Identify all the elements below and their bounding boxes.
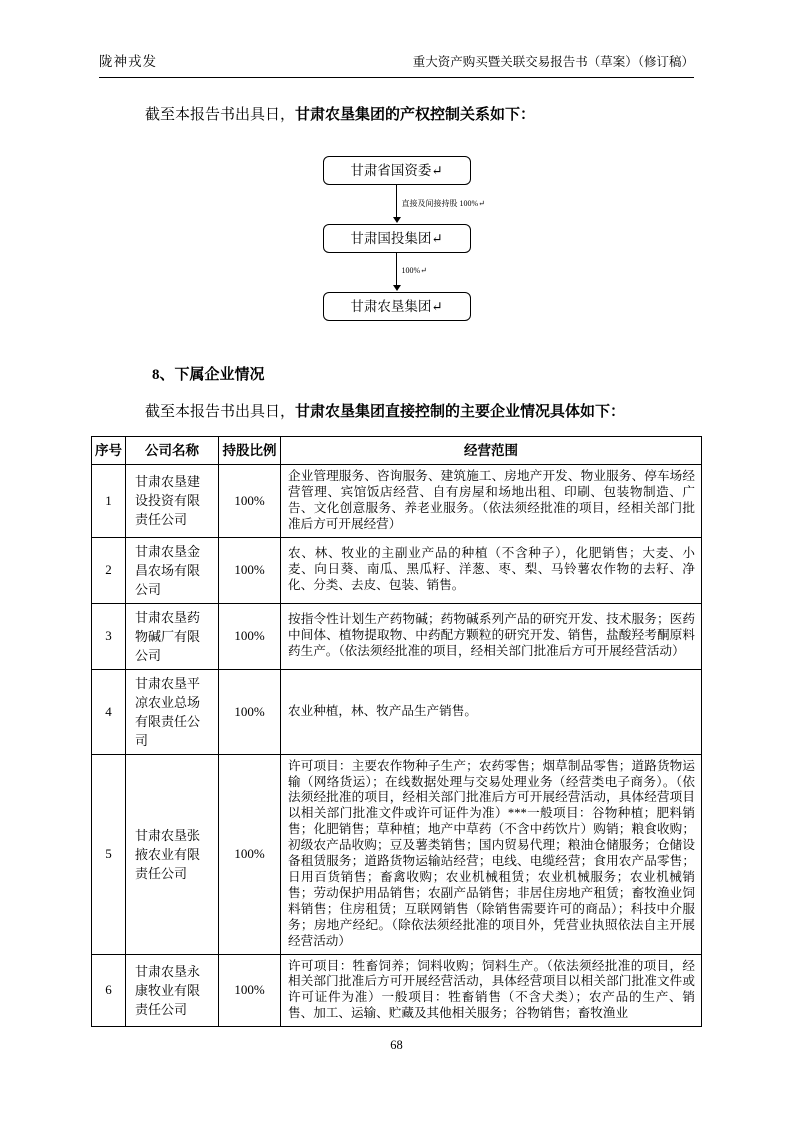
row-number: 6: [92, 954, 126, 1027]
column-header-business-scope: 经营范围: [281, 437, 702, 465]
company-name: 甘肃农垦建设投资有限责任公司: [126, 465, 219, 538]
company-name: 甘肃农垦永康牧业有限责任公司: [126, 954, 219, 1027]
table-intro-prefix: 截至本报告书出具日，: [145, 404, 296, 420]
row-number: 5: [92, 754, 126, 954]
intro-emphasis: 甘肃农垦集团的产权控制关系如下：: [295, 107, 536, 123]
shareholding-ratio: 100%: [219, 465, 281, 538]
row-number: 4: [92, 669, 126, 754]
flowchart-connector-2: [267, 253, 527, 292]
flowchart-node-gansu-guotou: 甘肃国投集团↵: [323, 224, 471, 253]
company-name: 甘肃农垦药物碱厂有限公司: [126, 603, 219, 669]
table-row: [92, 754, 702, 954]
ownership-flowchart: [91, 156, 702, 321]
shareholding-ratio: 100%: [219, 603, 281, 669]
edge-label-direct-indirect: 直接及间接持股 100%↵: [401, 199, 485, 208]
company-name: 甘肃农垦平凉农业总场有限责任公司: [126, 669, 219, 754]
table-row: [92, 465, 702, 538]
company-name: 甘肃农垦张掖农业有限责任公司: [126, 754, 219, 954]
table-row: [92, 669, 702, 754]
row-number: 1: [92, 465, 126, 538]
row-number: 2: [92, 537, 126, 603]
arrow-down-icon: [393, 253, 401, 292]
edge-label-100pct: 100%↵: [401, 266, 427, 275]
header-document-title: 重大资产购买暨关联交易报告书（草案）（修订稿）: [412, 55, 694, 69]
page-number: 68: [390, 1038, 403, 1052]
flowchart-node-gansu-sasac: 甘肃省国资委↵: [323, 156, 471, 185]
intro-paragraph: [115, 104, 692, 126]
header-company-name: 陇神戎发: [99, 54, 157, 69]
business-scope: 农、林、牧业的主副业产品的种植（不含种子），化肥销售；大麦、小麦、向日葵、南瓜、黑瓜籽、洋葱、枣、梨、马铃薯农作物的去籽、净化、分类、去皮、包装、销售。: [281, 537, 702, 603]
business-scope: 许可项目：牲畜饲养；饲料收购；饲料生产。（依法须经批准的项目，经相关部门批准后方可开展经营活动，具体经营项目以相关部门批准文件或许可证件为准）一般项目：牲畜销售（不含犬类）；农产品的生产、销售、加工、运输、贮藏及其他相关服务；谷物销售；畜牧渔业: [281, 954, 702, 1027]
table-row: [92, 603, 702, 669]
flowchart-connector-1: [267, 185, 527, 224]
business-scope: 农业种植，林、牧产品生产销售。: [281, 669, 702, 754]
shareholding-ratio: 100%: [219, 954, 281, 1027]
table-intro-emphasis: 甘肃农垦集团直接控制的主要企业情况具体如下：: [295, 404, 626, 420]
subsidiaries-table: [91, 436, 702, 1027]
column-header-no: 序号: [92, 437, 126, 465]
page-footer: [0, 1038, 793, 1053]
flowchart-node-gansu-nongken: 甘肃农垦集团↵: [323, 292, 471, 321]
arrow-down-icon: [393, 185, 401, 224]
page-header: [99, 0, 694, 78]
shareholding-ratio: 100%: [219, 537, 281, 603]
business-scope: 企业管理服务、咨询服务、建筑施工、房地产开发、物业服务、停车场经营管理、宾馆饭店经营、自有房屋和场地出租、印刷、包装物制造、广告、文化创意服务、养老业服务。（依法须经批准的项目，经相关部门批准后方可开展经营）: [281, 465, 702, 538]
business-scope: 按指令性计划生产药物碱；药物碱系列产品的研究开发、技术服务；医药中间体、植物提取物、中药配方颗粒的研究开发、销售，盐酸羟考酮原料药生产。（依法须经批准的项目，经相关部门批准后方可开展经营活动）: [281, 603, 702, 669]
business-scope: 许可项目：主要农作物种子生产；农药零售；烟草制品零售；道路货物运输（网络货运）；在线数据处理与交易处理业务（经营类电子商务）。（依法须经批准的项目，经相关部门批准后方可开展经营活动，具体经营项目以相关部门批准文件或许可证件为准）***一般项目：谷物种植；肥料销售；化肥销售；草种植；地产中草药（不含中药饮片）购销；粮食收购；初级农产品收购；豆及薯类销售；国内贸易代理；粮油仓储服务；仓储设备租赁服务；道路货物运输站经营；电线、电缆经营；食用农产品零售；日用百货销售；畜禽收购；农业机械租赁；农业机械服务；农业机械销售；劳动保护用品销售；农副产品销售；非居住房地产租赁；畜牧渔业饲料销售；住房租赁；互联网销售（除销售需要许可的商品）；科技中介服务；房地产经纪。（除依法须经批准的项目外，凭营业执照依法自主开展经营活动）: [281, 754, 702, 954]
shareholding-ratio: 100%: [219, 669, 281, 754]
company-name: 甘肃农垦金昌农场有限公司: [126, 537, 219, 603]
page-content: [91, 104, 702, 1027]
column-header-company-name: 公司名称: [126, 437, 219, 465]
intro-prefix: 截至本报告书出具日，: [145, 107, 296, 123]
table-intro-paragraph: [115, 401, 692, 423]
table-row: [92, 537, 702, 603]
section-heading: 8、下属企业情况: [152, 367, 265, 383]
shareholding-ratio: 100%: [219, 754, 281, 954]
table-header-row: [92, 437, 702, 465]
row-number: 3: [92, 603, 126, 669]
table-row: [92, 954, 702, 1027]
column-header-shareholding: 持股比例: [219, 437, 281, 465]
